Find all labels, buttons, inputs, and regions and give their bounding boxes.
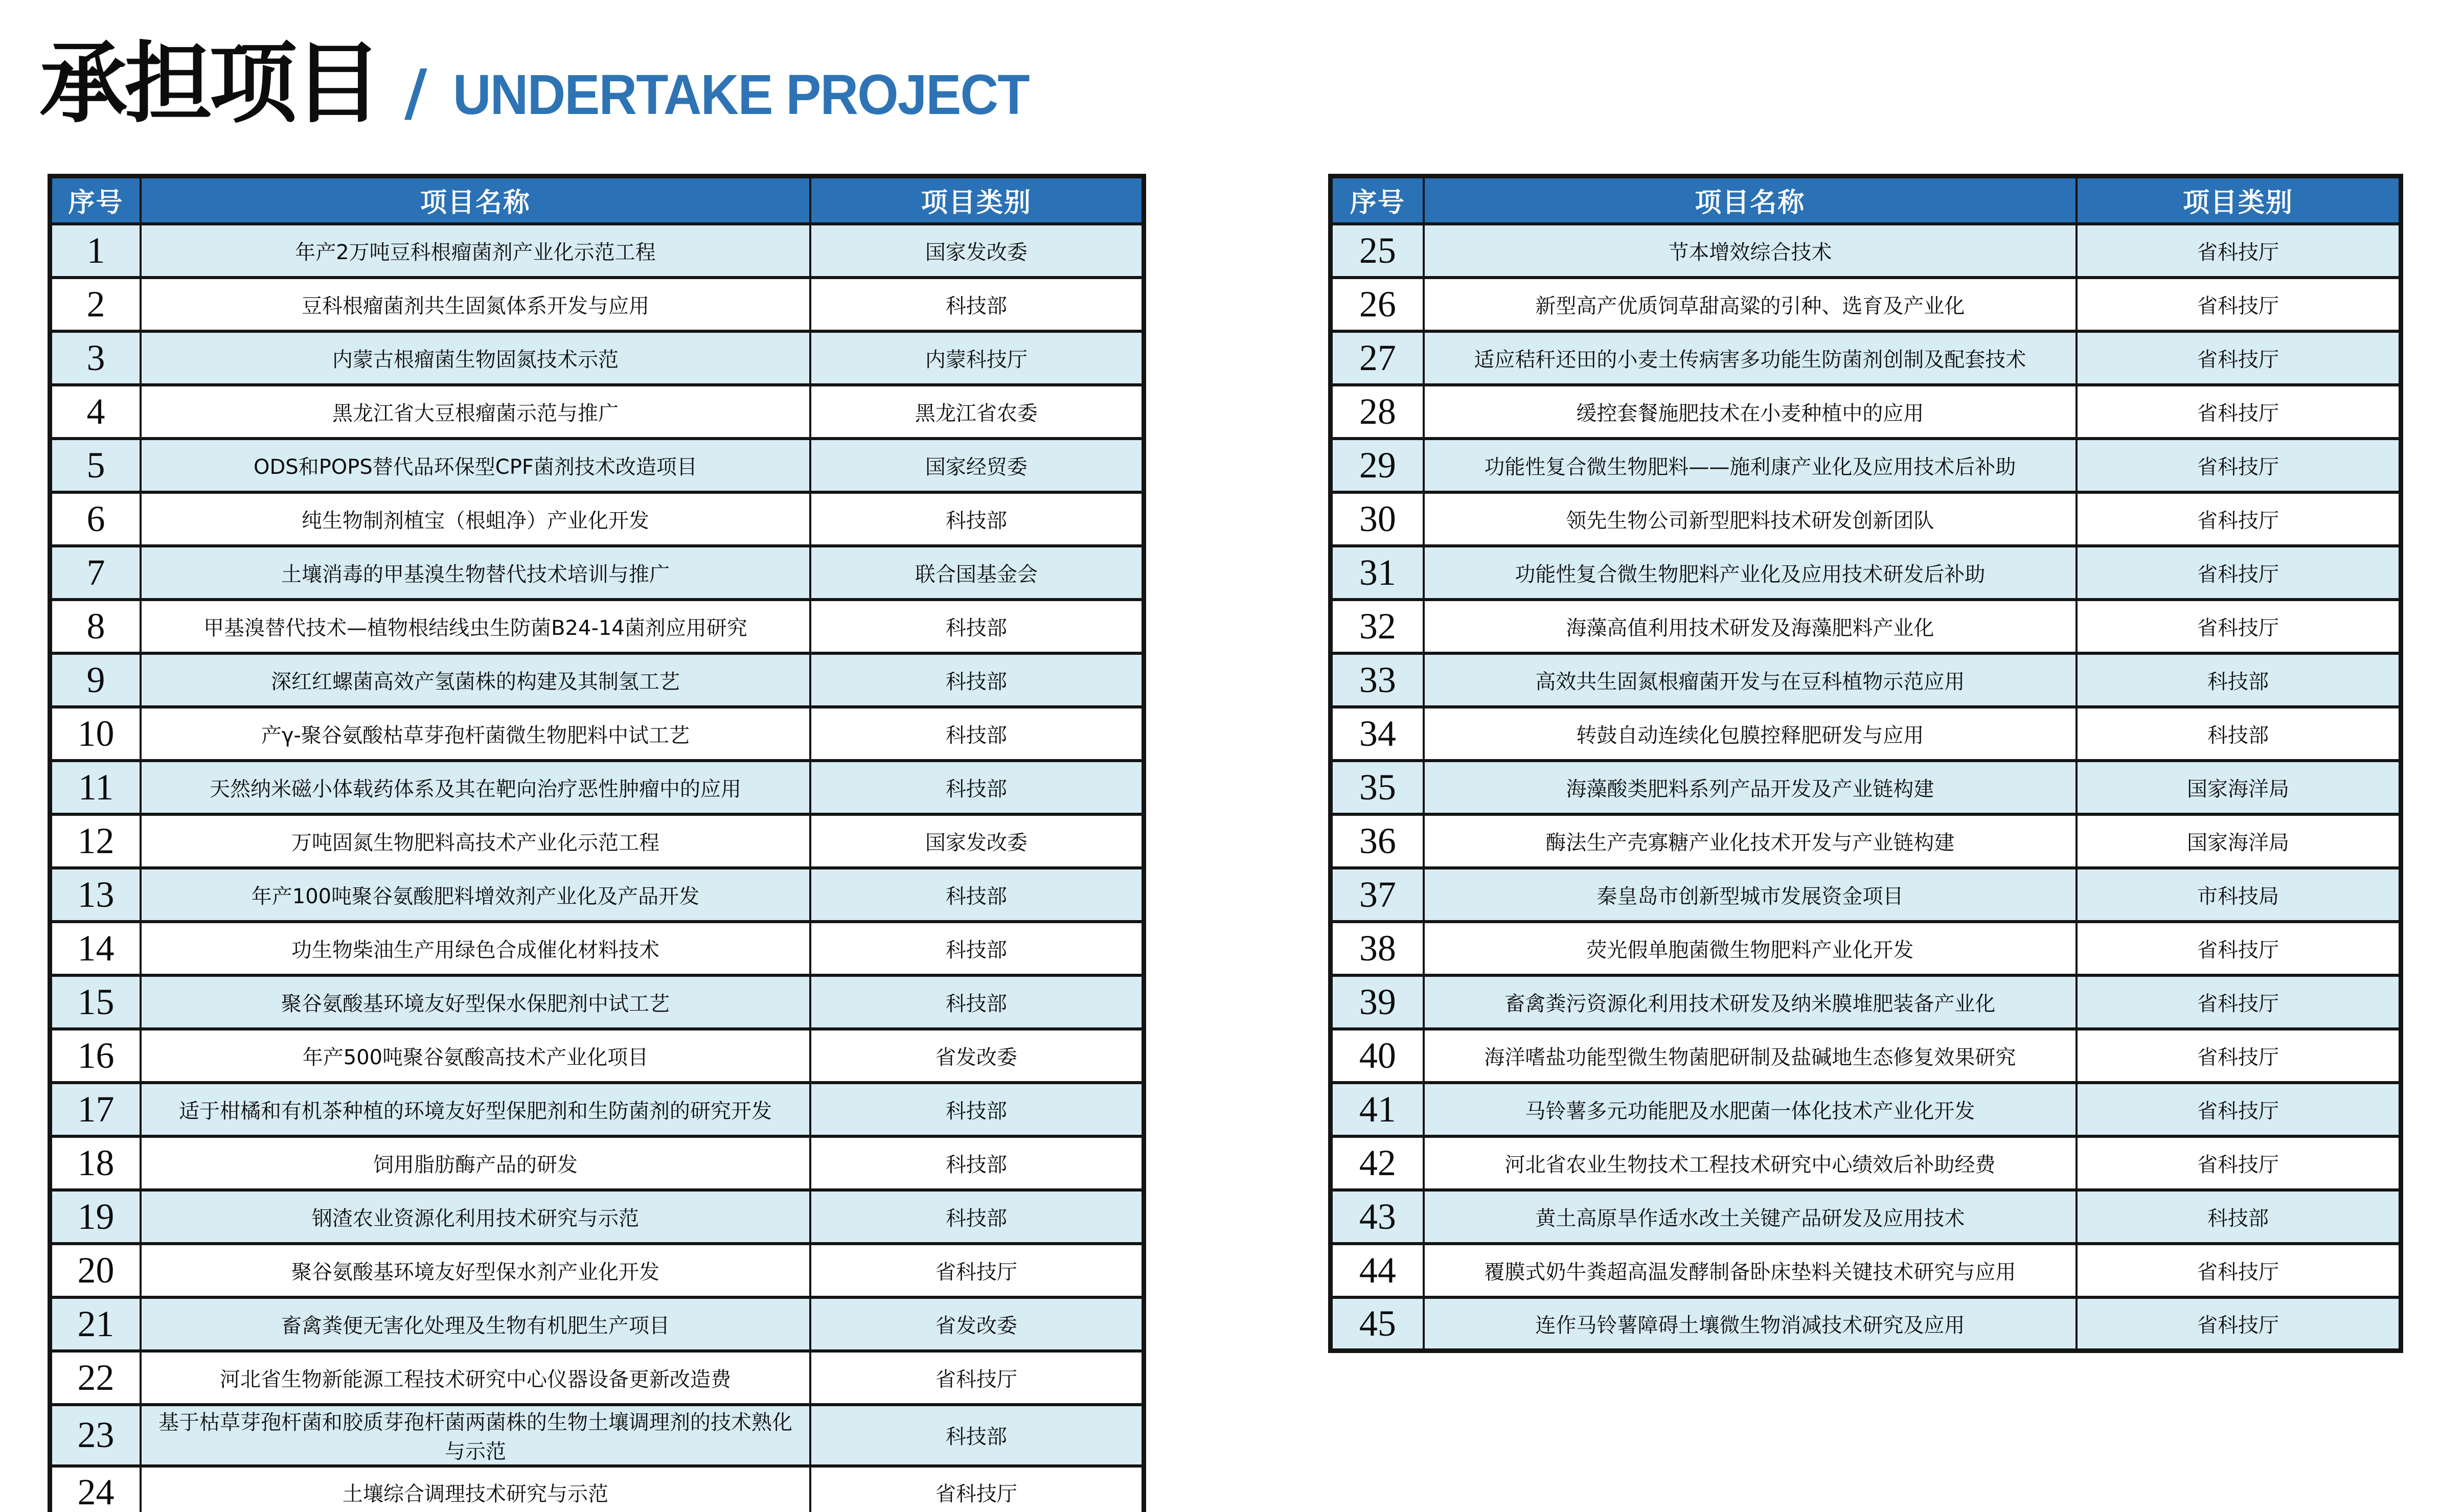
cell-title: 海洋嗜盐功能型微生物菌肥研制及盐碱地生态修复效果研究 — [1424, 1029, 2077, 1083]
cell-category: 科技部 — [810, 278, 1144, 331]
cell-title: 缓控套餐施肥技术在小麦种植中的应用 — [1424, 385, 2077, 439]
cell-category: 科技部 — [810, 868, 1144, 922]
project-table-left — [48, 174, 1146, 1512]
cell-category: 科技部 — [810, 1405, 1144, 1466]
cell-title: 豆科根瘤菌剂共生固氮体系开发与应用 — [141, 278, 810, 331]
table-row — [1331, 385, 2401, 439]
table-row — [1331, 868, 2401, 922]
table-row — [50, 224, 1144, 278]
cell-category: 省科技厅 — [2077, 1136, 2401, 1190]
title-divider-slash: / — [404, 56, 427, 129]
cell-no: 17 — [50, 1083, 141, 1136]
table-row — [1331, 439, 2401, 492]
cell-no: 1 — [50, 224, 141, 278]
table-row — [1331, 1136, 2401, 1190]
cell-no: 7 — [50, 546, 141, 600]
cell-title: 海藻高值利用技术研发及海藻肥料产业化 — [1424, 600, 2077, 653]
cell-category: 国家发改委 — [810, 224, 1144, 278]
table-row — [50, 922, 1144, 975]
cell-category: 科技部 — [810, 653, 1144, 707]
cell-title: 深红红螺菌高效产氢菌株的构建及其制氢工艺 — [141, 653, 810, 707]
table-row — [50, 546, 1144, 600]
cell-category: 省科技厅 — [2077, 1083, 2401, 1136]
cell-category: 省科技厅 — [2077, 1244, 2401, 1297]
cell-no: 30 — [1331, 492, 1424, 546]
cell-category: 省科技厅 — [810, 1466, 1144, 1512]
cell-category: 科技部 — [810, 761, 1144, 814]
cell-title: 连作马铃薯障碍土壤微生物消减技术研究及应用 — [1424, 1297, 2077, 1351]
cell-category: 科技部 — [810, 922, 1144, 975]
table-row — [1331, 492, 2401, 546]
table-row — [1331, 653, 2401, 707]
cell-no: 40 — [1331, 1029, 1424, 1083]
table-row — [1331, 1244, 2401, 1297]
cell-title: 畜禽粪污资源化利用技术研发及纳米膜堆肥装备产业化 — [1424, 975, 2077, 1029]
column-header-category: 项目类别 — [810, 176, 1144, 224]
table-row — [50, 1405, 1144, 1466]
cell-category: 省科技厅 — [2077, 546, 2401, 600]
table-header — [1331, 176, 2401, 224]
cell-category: 科技部 — [810, 975, 1144, 1029]
column-header-no: 序号 — [1331, 176, 1424, 224]
cell-no: 32 — [1331, 600, 1424, 653]
cell-category: 内蒙科技厅 — [810, 331, 1144, 385]
column-header-title: 项目名称 — [1424, 176, 2077, 224]
cell-no: 8 — [50, 600, 141, 653]
cell-no: 9 — [50, 653, 141, 707]
cell-category: 黑龙江省农委 — [810, 385, 1144, 439]
cell-no: 11 — [50, 761, 141, 814]
table-row — [1331, 278, 2401, 331]
table-row — [50, 1466, 1144, 1512]
cell-no: 28 — [1331, 385, 1424, 439]
cell-no: 37 — [1331, 868, 1424, 922]
table-row — [1331, 1190, 2401, 1244]
cell-no: 38 — [1331, 922, 1424, 975]
cell-category: 省科技厅 — [810, 1351, 1144, 1405]
cell-title: 年产100吨聚谷氨酸肥料增效剂产业化及产品开发 — [141, 868, 810, 922]
cell-title: 覆膜式奶牛粪超高温发酵制备卧床垫料关键技术研究与应用 — [1424, 1244, 2077, 1297]
table-row — [50, 975, 1144, 1029]
cell-title: 甲基溴替代技术—植物根结线虫生防菌B24-14菌剂应用研究 — [141, 600, 810, 653]
cell-no: 24 — [50, 1466, 141, 1512]
cell-no: 6 — [50, 492, 141, 546]
cell-no: 31 — [1331, 546, 1424, 600]
table-row — [50, 278, 1144, 331]
table-row — [1331, 546, 2401, 600]
table-row — [50, 814, 1144, 868]
table-row — [50, 1351, 1144, 1405]
cell-category: 省科技厅 — [2077, 331, 2401, 385]
header-row — [50, 176, 1144, 224]
cell-title: 酶法生产壳寡糖产业化技术开发与产业链构建 — [1424, 814, 2077, 868]
table-row — [1331, 331, 2401, 385]
cell-no: 39 — [1331, 975, 1424, 1029]
column-header-title: 项目名称 — [141, 176, 810, 224]
cell-no: 5 — [50, 439, 141, 492]
table-row — [1331, 600, 2401, 653]
column-header-no: 序号 — [50, 176, 141, 224]
cell-category: 省发改委 — [810, 1029, 1144, 1083]
table-row — [1331, 922, 2401, 975]
cell-title: 适于柑橘和有机茶种植的环境友好型保肥剂和生防菌剂的研究开发 — [141, 1083, 810, 1136]
table-row — [50, 653, 1144, 707]
table-row — [1331, 761, 2401, 814]
cell-no: 35 — [1331, 761, 1424, 814]
cell-category: 科技部 — [810, 492, 1144, 546]
cell-no: 45 — [1331, 1297, 1424, 1351]
cell-no: 26 — [1331, 278, 1424, 331]
table-row — [1331, 1083, 2401, 1136]
cell-no: 16 — [50, 1029, 141, 1083]
cell-category: 国家海洋局 — [2077, 761, 2401, 814]
cell-category: 科技部 — [2077, 1190, 2401, 1244]
table-row — [50, 492, 1144, 546]
cell-no: 21 — [50, 1297, 141, 1351]
cell-title: 领先生物公司新型肥料技术研发创新团队 — [1424, 492, 2077, 546]
table-row — [1331, 224, 2401, 278]
cell-title: 纯生物制剂植宝（根蛆净）产业化开发 — [141, 492, 810, 546]
table-row — [1331, 707, 2401, 761]
table-row — [50, 868, 1144, 922]
table-row — [50, 600, 1144, 653]
cell-category: 省科技厅 — [2077, 224, 2401, 278]
cell-category: 国家发改委 — [810, 814, 1144, 868]
cell-category: 省科技厅 — [810, 1244, 1144, 1297]
cell-title: 功能性复合微生物肥料——施利康产业化及应用技术后补助 — [1424, 439, 2077, 492]
table-row — [50, 1244, 1144, 1297]
cell-no: 34 — [1331, 707, 1424, 761]
cell-no: 19 — [50, 1190, 141, 1244]
cell-no: 27 — [1331, 331, 1424, 385]
cell-title: 高效共生固氮根瘤菌开发与在豆科植物示范应用 — [1424, 653, 2077, 707]
cell-title: 饲用脂肪酶产品的研发 — [141, 1136, 810, 1190]
table-row — [1331, 975, 2401, 1029]
cell-category: 省科技厅 — [2077, 492, 2401, 546]
cell-no: 4 — [50, 385, 141, 439]
cell-no: 22 — [50, 1351, 141, 1405]
cell-no: 29 — [1331, 439, 1424, 492]
cell-category: 科技部 — [810, 1136, 1144, 1190]
cell-category: 省科技厅 — [2077, 975, 2401, 1029]
cell-no: 3 — [50, 331, 141, 385]
cell-no: 44 — [1331, 1244, 1424, 1297]
cell-title: 土壤综合调理技术研究与示范 — [141, 1466, 810, 1512]
cell-no: 33 — [1331, 653, 1424, 707]
cell-category: 科技部 — [810, 600, 1144, 653]
cell-no: 15 — [50, 975, 141, 1029]
cell-title: 功能性复合微生物肥料产业化及应用技术研发后补助 — [1424, 546, 2077, 600]
cell-no: 2 — [50, 278, 141, 331]
table-row — [50, 385, 1144, 439]
cell-category: 科技部 — [810, 1083, 1144, 1136]
cell-title: 海藻酸类肥料系列产品开发及产业链构建 — [1424, 761, 2077, 814]
cell-category: 国家海洋局 — [2077, 814, 2401, 868]
table-row — [50, 761, 1144, 814]
cell-no: 10 — [50, 707, 141, 761]
cell-no: 12 — [50, 814, 141, 868]
cell-title: 功生物柴油生产用绿色合成催化材料技术 — [141, 922, 810, 975]
cell-title: 基于枯草芽孢杆菌和胶质芽孢杆菌两菌株的生物土壤调理剂的技术熟化与示范 — [141, 1405, 810, 1466]
cell-category: 科技部 — [810, 707, 1144, 761]
cell-title: 聚谷氨酸基环境友好型保水保肥剂中试工艺 — [141, 975, 810, 1029]
cell-title: 黄土高原旱作适水改土关键产品研发及应用技术 — [1424, 1190, 2077, 1244]
cell-title: 年产2万吨豆科根瘤菌剂产业化示范工程 — [141, 224, 810, 278]
table-row — [50, 707, 1144, 761]
table-row — [50, 1083, 1144, 1136]
page-title-zh: 承担项目 — [39, 32, 379, 135]
cell-title: 马铃薯多元功能肥及水肥菌一体化技术产业化开发 — [1424, 1083, 2077, 1136]
cell-no: 23 — [50, 1405, 141, 1466]
cell-no: 43 — [1331, 1190, 1424, 1244]
cell-title: 畜禽粪便无害化处理及生物有机肥生产项目 — [141, 1297, 810, 1351]
table-row — [50, 1190, 1144, 1244]
cell-title: 万吨固氮生物肥料高技术产业化示范工程 — [141, 814, 810, 868]
cell-no: 36 — [1331, 814, 1424, 868]
cell-category: 国家经贸委 — [810, 439, 1144, 492]
project-table-right — [1328, 174, 2403, 1353]
header-row — [1331, 176, 2401, 224]
cell-title: 内蒙古根瘤菌生物固氮技术示范 — [141, 331, 810, 385]
table-row — [1331, 1297, 2401, 1351]
cell-category: 科技部 — [2077, 653, 2401, 707]
cell-category: 省科技厅 — [2077, 278, 2401, 331]
cell-title: 天然纳米磁小体载药体系及其在靶向治疗恶性肿瘤中的应用 — [141, 761, 810, 814]
cell-category: 联合国基金会 — [810, 546, 1144, 600]
table-row — [50, 1029, 1144, 1083]
cell-category: 省科技厅 — [2077, 600, 2401, 653]
cell-title: ODS和POPS替代品环保型CPF菌剂技术改造项目 — [141, 439, 810, 492]
table-row — [1331, 814, 2401, 868]
cell-category: 省科技厅 — [2077, 922, 2401, 975]
cell-title: 产γ-聚谷氨酸枯草芽孢杆菌微生物肥料中试工艺 — [141, 707, 810, 761]
cell-no: 42 — [1331, 1136, 1424, 1190]
cell-no: 18 — [50, 1136, 141, 1190]
table-row — [50, 1297, 1144, 1351]
cell-title: 转鼓自动连续化包膜控释肥研发与应用 — [1424, 707, 2077, 761]
page-title — [39, 32, 1065, 135]
cell-title: 河北省生物新能源工程技术研究中心仪器设备更新改造费 — [141, 1351, 810, 1405]
column-header-category: 项目类别 — [2077, 176, 2401, 224]
table-row — [50, 331, 1144, 385]
cell-category: 省科技厅 — [2077, 1297, 2401, 1351]
cell-title: 年产500吨聚谷氨酸高技术产业化项目 — [141, 1029, 810, 1083]
cell-category: 科技部 — [810, 1190, 1144, 1244]
cell-title: 节本增效综合技术 — [1424, 224, 2077, 278]
table-row — [50, 439, 1144, 492]
table-body — [1331, 224, 2401, 1351]
cell-no: 13 — [50, 868, 141, 922]
table-header — [50, 176, 1144, 224]
cell-title: 河北省农业生物技术工程技术研究中心绩效后补助经费 — [1424, 1136, 2077, 1190]
table-row — [50, 1136, 1144, 1190]
page-title-en: UNDERTAKE PROJECT — [452, 63, 1029, 126]
cell-category: 市科技局 — [2077, 868, 2401, 922]
table-row — [1331, 1029, 2401, 1083]
cell-category: 省发改委 — [810, 1297, 1144, 1351]
cell-title: 土壤消毒的甲基溴生物替代技术培训与推广 — [141, 546, 810, 600]
cell-title: 钢渣农业资源化利用技术研究与示范 — [141, 1190, 810, 1244]
cell-no: 41 — [1331, 1083, 1424, 1136]
cell-category: 省科技厅 — [2077, 385, 2401, 439]
cell-category: 省科技厅 — [2077, 439, 2401, 492]
cell-no: 14 — [50, 922, 141, 975]
cell-no: 25 — [1331, 224, 1424, 278]
cell-title: 适应秸秆还田的小麦土传病害多功能生防菌剂创制及配套技术 — [1424, 331, 2077, 385]
cell-category: 省科技厅 — [2077, 1029, 2401, 1083]
cell-no: 20 — [50, 1244, 141, 1297]
cell-title: 聚谷氨酸基环境友好型保水剂产业化开发 — [141, 1244, 810, 1297]
cell-title: 新型高产优质饲草甜高粱的引种、选育及产业化 — [1424, 278, 2077, 331]
cell-category: 科技部 — [2077, 707, 2401, 761]
cell-title: 黑龙江省大豆根瘤菌示范与推广 — [141, 385, 810, 439]
cell-title: 荧光假单胞菌微生物肥料产业化开发 — [1424, 922, 2077, 975]
table-body — [50, 224, 1144, 1512]
cell-title: 秦皇岛市创新型城市发展资金项目 — [1424, 868, 2077, 922]
